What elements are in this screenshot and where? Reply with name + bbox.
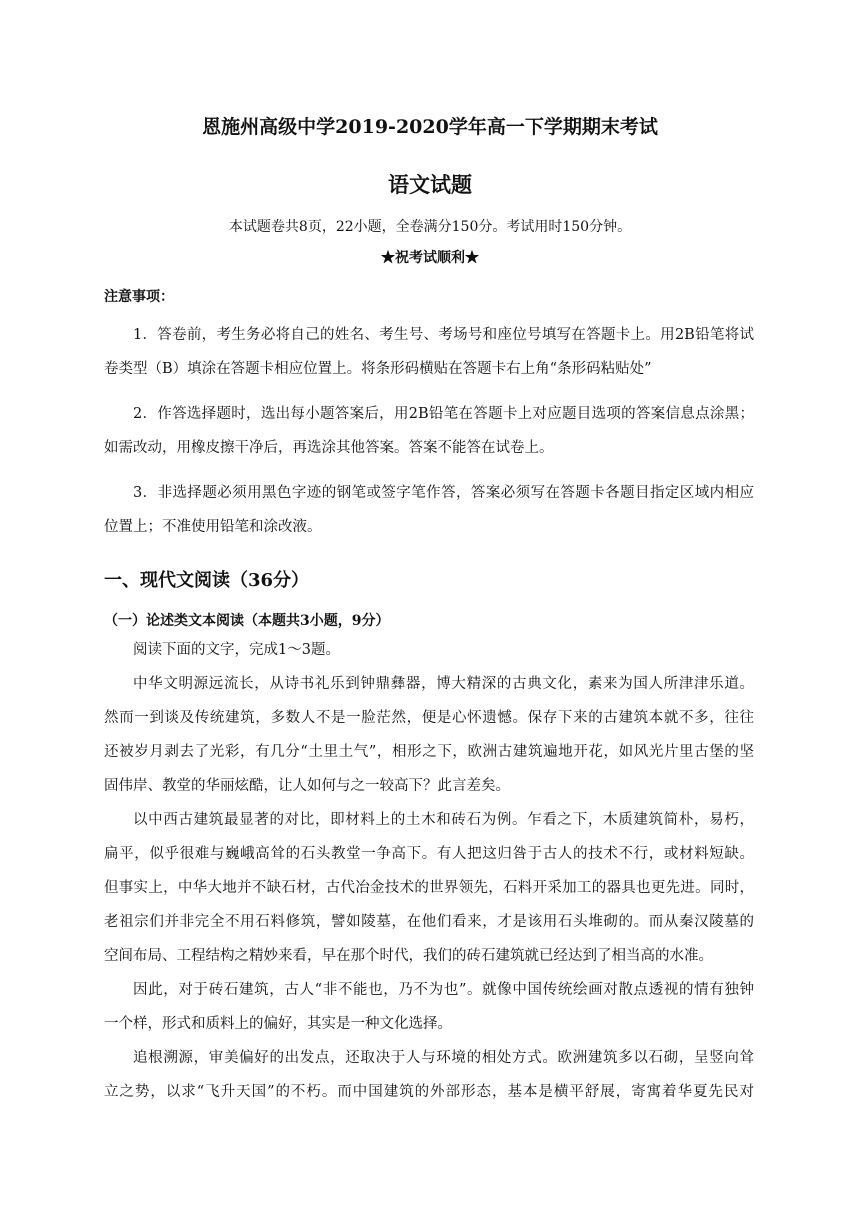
reading-passage bbox=[104, 633, 754, 1109]
text-line: 2．作答选择题时，选出每小题答案后，用2B铅笔在答题卡上对应题目选项的答案信息点涂黑； bbox=[133, 406, 754, 422]
text-line: 扁平，似乎很难与巍峨高耸的石头教堂一争高下。有人把这归咎于古人的技术不行，或材料短缺。 bbox=[104, 846, 754, 862]
text-line: 因此，对于砖石建筑，古人“非不能也，乃不为也”。就像中国传统绘画对散点透视的情有独钟 bbox=[133, 982, 754, 998]
text-line: 3．非选择题必须用黑色字迹的钢笔或签字笔作答，答案必须写在答题卡各题目指定区域内相应 bbox=[133, 485, 754, 501]
text-line: 老祖宗们并非完全不用石料修筑，譬如陵墓，在他们看来，才是该用石头堆砌的。而从秦汉陵墓的 bbox=[104, 914, 754, 930]
text-line: 中华文明源远流长，从诗书礼乐到钟鼎彝器，博大精深的古典文化，素来为国人所津津乐道。 bbox=[133, 676, 754, 692]
section-heading: 一、现代文阅读（36分） bbox=[104, 570, 310, 591]
exam-title: 恩施州高级中学2019-2020学年高一下学期期末考试 bbox=[202, 116, 658, 138]
text-line: 固伟岸、教堂的华丽炫酷，让人如何与之一较高下？此言差矣。 bbox=[104, 778, 510, 794]
text-line: 空间布局、工程结构之精妙来看，早在那个时代，我们的砖石建筑就已经达到了相当高的水准。 bbox=[104, 948, 713, 964]
text-line: 以中西古建筑最显著的对比，即材料上的土木和砖石为例。乍看之下，木质建筑简朴，易朽， bbox=[133, 812, 754, 828]
text-line: 1．答卷前，考生务必将自己的姓名、考生号、考场号和座位号填写在答题卡上。用2B铅笔将试 bbox=[133, 327, 754, 343]
text-line: 然而一到谈及传统建筑，多数人不是一脸茫然，便是心怀遗憾。保存下来的古建筑本就不多，往往 bbox=[104, 710, 754, 726]
text-line: 但事实上，中华大地并不缺石材，古代冶金技术的世界领先，石料开采加工的器具也更先进。同时， bbox=[104, 880, 754, 896]
exam-info: 本试题卷共8页，22小题，全卷满分150分。考试用时150分钟。 bbox=[228, 219, 632, 235]
notice-item-2 bbox=[104, 397, 754, 465]
text-line: 位置上；不准使用铅笔和涂改液。 bbox=[104, 519, 322, 535]
text-line: 立之势，以求“飞升天国”的不朽。而中国建筑的外部形态，基本是横平舒展，寄寓着华夏先民对 bbox=[104, 1084, 754, 1100]
notice-item-1 bbox=[104, 318, 754, 386]
good-luck-line: ★祝考试顺利★ bbox=[381, 250, 479, 266]
text-line: 如需改动，用橡皮擦干净后，再选涂其他答案。答案不能答在试卷上。 bbox=[104, 440, 554, 456]
exam-subtitle: 语文试题 bbox=[388, 172, 472, 197]
text-line: 追根溯源，审美偏好的出发点，还取决于人与环境的相处方式。欧洲建筑多以石砌，呈竖向耸 bbox=[133, 1050, 754, 1066]
text-line: 卷类型（B）填涂在答题卡相应位置上。将条形码横贴在答题卡右上角“条形码粘贴处” bbox=[104, 361, 652, 377]
notice-heading: 注意事项： bbox=[104, 289, 174, 305]
instruction-line: 阅读下面的文字，完成1～3题。 bbox=[133, 642, 340, 658]
part-heading: （一）论述类文本阅读（本题共3小题，9分） bbox=[104, 613, 390, 629]
text-line: 一个样，形式和质料上的偏好，其实是一种文化选择。 bbox=[104, 1016, 452, 1032]
notice-item-3 bbox=[104, 476, 754, 544]
text-line: 还被岁月剥去了光彩，有几分“土里土气”，相形之下，欧洲古建筑遍地开花，如风光片里古堡的坚 bbox=[104, 744, 754, 760]
